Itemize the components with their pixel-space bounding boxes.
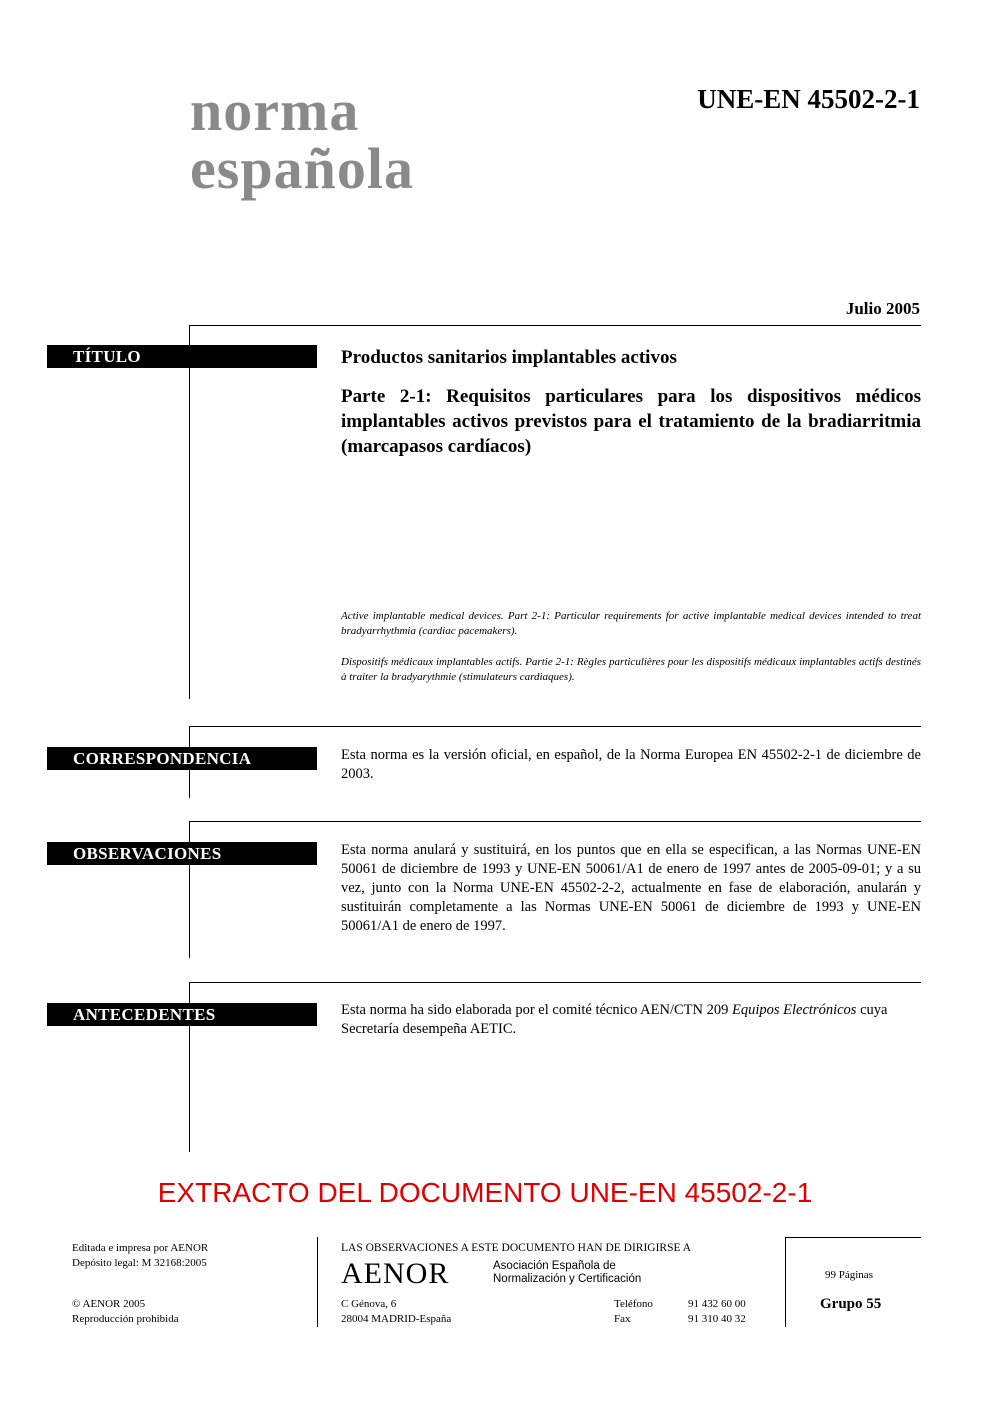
- extract-notice: EXTRACTO DEL DOCUMENTO UNE-EN 45502-2-1: [157, 1177, 813, 1208]
- title-main: Productos sanitarios implantables activos: [341, 347, 677, 368]
- frame-vertical-titulo: [189, 325, 190, 699]
- footer-box-left: [785, 1237, 786, 1327]
- antecedentes-committee-name: Equipos Electrónicos: [731, 1002, 857, 1018]
- footer-edition: [72, 1241, 208, 1271]
- page-count: 99 Páginas: [825, 1269, 873, 1281]
- phone-label: Teléfono: [614, 1298, 653, 1310]
- title-french: Dispositifs médicaux implantables actifs. Partie 2-1: Règles particulières pour les dispositifs médicaux implantables actifs destinés à traiter la bradyarythmie (stimulateurs cardiaques).: [341, 656, 921, 683]
- label-antecedentes: ANTECEDENTES: [47, 1003, 317, 1026]
- fax-label: Fax: [614, 1313, 631, 1325]
- footer-copyright-block: [72, 1297, 179, 1327]
- footer-box-top: [785, 1237, 921, 1238]
- footer-deposit: Depósito legal: M 32168:2005: [72, 1257, 207, 1269]
- titulo-content: [341, 345, 921, 459]
- phone-number: 91 432 60 00: [688, 1298, 746, 1310]
- brand-line-2: española: [190, 136, 414, 201]
- footer-address: [341, 1297, 451, 1327]
- brand-line-1: norma: [190, 78, 360, 143]
- assoc-line-2: Normalización y Certificación: [493, 1273, 642, 1285]
- standard-code: UNE-EN 45502-2-1: [697, 84, 920, 114]
- address-line-2: 28004 MADRID-España: [341, 1313, 452, 1325]
- label-titulo: TÍTULO: [47, 345, 317, 368]
- aenor-association: [493, 1260, 641, 1286]
- address-line-1: C Génova, 6: [341, 1298, 397, 1310]
- footer-observations: LAS OBSERVACIONES A ESTE DOCUMENTO HAN DE DIRIGIRSE A: [341, 1242, 692, 1254]
- fax-number: 91 310 40 32: [688, 1313, 746, 1325]
- label-correspondencia: CORRESPONDENCIA: [47, 747, 317, 770]
- antecedentes-text-part2: cuya Secretaría desempeña AETIC.: [341, 1002, 888, 1037]
- antecedentes-text-part1: Esta norma ha sido elaborada por el comité técnico AEN/CTN 209: [341, 1002, 732, 1018]
- title-english: Active implantable medical devices. Part 2-1: Particular requirements for active implantable medical devices intended to treat bradyarrhythmia (cardiac pacemakers).: [341, 610, 921, 637]
- divider-antecedentes: [189, 982, 921, 983]
- divider-observaciones: [189, 821, 921, 822]
- divider-correspondencia: [189, 726, 921, 727]
- aenor-logo-text: AENOR: [341, 1257, 450, 1290]
- footer-edited: Editada e impresa por AENOR: [72, 1242, 209, 1254]
- footer-contact-labels: [614, 1297, 653, 1327]
- publication-date: Julio 2005: [845, 299, 920, 318]
- footer-divider-left: [317, 1237, 318, 1327]
- title-part: Parte 2-1: Requisitos particulares para los dispositivos médicos implantables activos previstos para el tratamiento de la bradiarritmia (marcapasos cardíacos): [341, 386, 921, 457]
- observaciones-text: Esta norma anulará y sustituirá, en los puntos que en ella se especifican, a las Normas UNE-EN 50061 de diciembre de 1993 y UNE-EN 50061/A1 de enero de 1997 antes de 2005-09-01; y a su vez, junto con la Norma UNE-EN 45502-2-2, actualmente en fase de elaboración, anularán y sustituirán completamente a las Normas UNE-EN 50061 de diciembre de 1993 y UNE-EN 50061/A1 de enero de 1997.: [341, 842, 921, 934]
- footer-copyright: © AENOR 2005: [72, 1298, 146, 1310]
- antecedentes-text: [341, 1001, 921, 1039]
- divider-titulo: [189, 325, 921, 326]
- footer-reproduction: Reproducción prohibida: [72, 1313, 179, 1325]
- correspondencia-text: Esta norma es la versión oficial, en español, de la Norma Europea EN 45502-2-1 de diciembre de 2003.: [341, 747, 921, 782]
- label-observaciones: OBSERVACIONES: [47, 842, 317, 865]
- price-group: Grupo 55: [820, 1296, 882, 1312]
- brand-title: [190, 78, 414, 201]
- footer-contact-values: [688, 1297, 746, 1327]
- assoc-line-1: Asociación Española de: [493, 1260, 616, 1272]
